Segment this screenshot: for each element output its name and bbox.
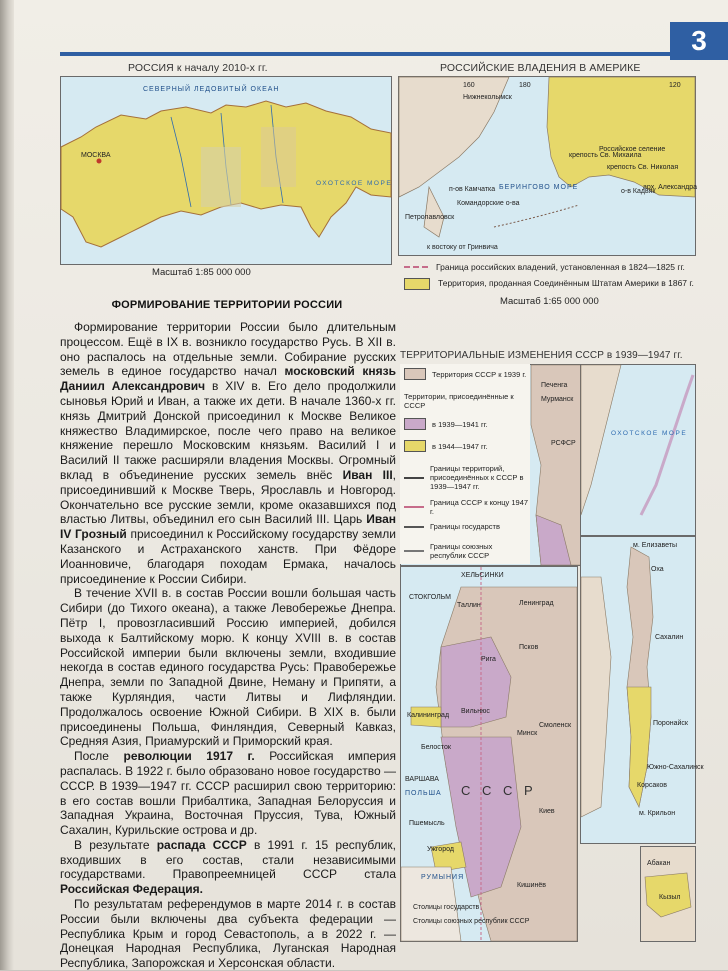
legend-label: Территории, присоединённые к СССР — [404, 392, 514, 410]
russia-map — [60, 76, 392, 265]
legend-label: в 1944—1947 гг. — [432, 441, 488, 451]
west-label-tallinn: Таллин — [457, 602, 481, 609]
america-map-scale: Масштаб 1:65 000 000 — [500, 296, 599, 307]
west-label-leningrad: Ленинград — [519, 600, 554, 607]
article-paragraph: В течение XVII в. в состав России вошли большая часть Сибири (до Тихого океана), а также Левобережье Днепра. Пётр I, провозгласивший Россию империей, добился выхода к Балтийскому морю. К концу XVIII в. в состав Российской империи были включены земли, входившие некогда в состав единого государства Русь: Правобережье Днепра, земли по Западной Двине, Неману и Припяти, а также Курляндия, части Литвы и Лифляндии. Продолжалось освоение Южной Сибири. В XIX в. были присоединены Польша, Финляндия, Северный Кавказ, Средняя Азия, Приамурский и Приморский края. — [60, 586, 396, 749]
west-label-belostok: Белосток — [421, 744, 451, 751]
legend-label: Границы союзных республик СССР — [430, 542, 493, 560]
america-map — [398, 76, 696, 256]
am-label-bering-sea: БЕРИНГОВО МОРЕ — [499, 184, 579, 191]
ussr-map-west — [400, 566, 578, 942]
america-legend-border — [404, 262, 685, 272]
ussr-legend-row — [404, 418, 488, 430]
west-label-stockholm: СТОКГОЛЬМ — [409, 594, 451, 601]
ussr-legend-row — [404, 440, 488, 452]
west-legend-capitals: Столицы государств — [413, 904, 480, 911]
sakhalin-graphic — [581, 537, 704, 843]
am-label-nizhnekolymsk: Нижнеколымск — [463, 94, 512, 101]
west-label-warsaw: ВАРШАВА — [405, 776, 439, 783]
sakhalin-label-yuzhno: Южно-Сахалинск — [647, 764, 704, 771]
page-number: 3 — [670, 22, 728, 60]
ussr-legend-row — [404, 392, 530, 410]
ussr-legend-row — [404, 522, 500, 531]
america-map-title: РОССИЙСКИЕ ВЛАДЕНИЯ В АМЕРИКЕ — [440, 62, 641, 74]
west-label-ussr: С С С Р — [461, 783, 537, 798]
russia-map-label-moscow: МОСКВА — [81, 152, 111, 159]
am-label-petropavlovsk: Петропавловск — [405, 214, 455, 221]
ussr-legend — [400, 364, 530, 564]
am-label-kodiak: о-в Кадьяк — [621, 188, 656, 195]
am-degree-160: 160 — [463, 82, 475, 89]
am-label-fort-nikolai: крепость Св. Николая — [607, 164, 679, 171]
ussr-map-sakhalin — [580, 536, 704, 844]
tuva-graphic — [641, 847, 695, 941]
west-label-uzhgorod: Ужгород — [427, 846, 454, 853]
am-label-kamchatka: п-ов Камчатка — [449, 186, 496, 193]
legend-label: Территория СССР к 1939 г. — [432, 369, 527, 379]
russia-map-label-ocean: СЕВЕРНЫЙ ЛЕДОВИТЫЙ ОКЕАН — [143, 86, 280, 93]
ussr-label-pechenga: Печенга — [541, 382, 568, 389]
west-label-romania: РУМЫНИЯ — [421, 874, 465, 881]
sakhalin-label-elizabeth: м. Елизаветы — [633, 542, 678, 549]
am-label-fort-mikhail: крепость Св. Михаила — [569, 152, 642, 159]
article-paragraph: По результатам референдумов в марте 2014 г. в состав России были включены два субъекта федерации — Республика Крым и город Севастополь, а в 2022 г. — Донецкая Народная Республика, Луганская Народная Республика, Запорожская и Херсонская области. — [60, 897, 396, 971]
tuva-label-abakan: Абакан — [647, 860, 671, 867]
am-label-russian-village: Российское селение — [599, 146, 666, 153]
am-degree-180: 180 — [519, 82, 531, 89]
west-label-minsk: Минск — [517, 730, 538, 737]
am-label-commander-isl: Командорские о-ва — [457, 200, 520, 207]
legend-sold-swatch — [404, 278, 430, 290]
article-paragraph: В результате распада СССР в 1991 г. 15 республик, входивших в его состав, стали независимыми государствами. Правопреемницей СССР стала Российская Федерация. — [60, 837, 397, 897]
west-label-kaliningrad: Калининград — [407, 712, 450, 719]
ussr-west-graphic — [401, 567, 577, 941]
west-label-chisinau: Кишинёв — [517, 882, 546, 889]
article-body — [60, 320, 396, 971]
header-rule — [60, 52, 670, 56]
article-heading: ФОРМИРОВАНИЕ ТЕРРИТОРИИ РОССИИ — [111, 299, 343, 311]
america-legend-border-label: Граница российских владений, установленная в 1824—1825 гг. — [436, 262, 685, 272]
west-legend-republic-capitals: Столицы союзных республик СССР — [413, 918, 530, 925]
sakhalin-label-sakhalin: Сахалин — [655, 634, 684, 641]
legend-label: в 1939—1941 гг. — [432, 419, 488, 429]
legend-1944-1947-swatch — [404, 440, 426, 452]
am-label-greenwich: к востоку от Гринвича — [427, 244, 498, 251]
am-label-alexander-arch: арх. Александра — [643, 184, 698, 191]
sakhalin-label-okha: Оха — [651, 566, 664, 573]
america-map-graphic — [399, 77, 698, 255]
okhotsk-graphic — [581, 365, 695, 535]
america-legend-sold — [404, 278, 694, 290]
west-label-riga: Рига — [481, 656, 496, 663]
west-label-helsinki: ХЕЛЬСИНКИ — [461, 572, 504, 579]
am-degree-120: 120 — [669, 82, 681, 89]
article-paragraph: После революции 1917 г. Российская империя распалась. В 1922 г. было образовано новое государство — СССР. В 1939—1947 гг. СССР расширил свою территорию: в его состав вошли Прибалтика, Западная Белоруссия и Западная Украина, Восточная Пруссия, Тува, Южный Сахалин, Курильские острова и др. — [60, 749, 396, 838]
page-binding-shadow — [0, 0, 14, 970]
ussr-legend-row — [404, 368, 526, 380]
legend-label: Границы территорий, присоединённых к СССР в 1939—1947 гг. — [430, 464, 524, 491]
ussr-label-rsfsr: РСФСР — [551, 440, 576, 447]
west-label-smolensk: Смоленск — [539, 722, 572, 729]
ussr-label-murmansk: Мурманск — [541, 396, 574, 403]
legend-border-line-icon — [404, 262, 428, 272]
tuva-label-kyzyl: Кызыл — [659, 894, 681, 901]
ussr-map-tuva — [640, 846, 696, 942]
ussr-legend-row — [404, 464, 528, 491]
west-label-vilnius: Вильнюс — [461, 708, 490, 715]
america-legend-sold-label: Территория, проданная Соединённым Штатам Америки в 1867 г. — [438, 278, 694, 288]
west-label-kiev: Киев — [539, 808, 555, 815]
legend-line-icon — [404, 477, 424, 479]
legend-label: Граница СССР к концу 1947 г. — [430, 498, 529, 516]
article-paragraph: Формирование территории России было длительным процессом. Ещё в IX в. возникло государство Русь. В XII в. оно распалось на отдельные земли. Собирание русских земель в единое государство начал московский князь Даниил Александрович в XIV в. Его дело продолжили сыновья Юрий и Иван, а также их дети. В начале 1360-х гг. князь Дмитрий Донской присоединил к Москве Великое княжество Владимирское, после чего право на великое княжение перешло Московским князьям. Василий I и Василий II также расширяли владения Москвы. Огромный вклад в объединение русских земель внёс Иван III, присоединивший к Москве Тверь, Ярославль и Новгород. Окончательно все русские земли, кроме оказавшихся под властью Литвы, объединил его сын Василий III. Царь Иван IV Грозный присоединил к Российскому государству земли Казанского и Астраханского ханств. При Фёдоре Иоанновиче, благодаря походам Ермака, началось присоединение к России Сибири. — [60, 320, 396, 586]
russia-map-scale: Масштаб 1:85 000 000 — [152, 267, 251, 278]
legend-label: Границы государств — [430, 522, 500, 531]
ussr-map-title: ТЕРРИТОРИАЛЬНЫЕ ИЗМЕНЕНИЯ СССР в 1939—1947 гг. — [400, 350, 683, 361]
sakhalin-label-krillon: м. Крильон — [639, 810, 676, 817]
legend-line-icon — [404, 550, 424, 552]
west-label-przemysl: Пшемысль — [409, 820, 445, 827]
west-label-pskov: Псков — [519, 644, 539, 651]
west-label-poland: ПОЛЬША — [405, 790, 442, 797]
legend-ussr-1939-swatch — [404, 368, 426, 380]
ussr-legend-row — [404, 542, 530, 560]
russia-map-graphic — [61, 77, 391, 264]
legend-1939-1941-swatch — [404, 418, 426, 430]
ussr-legend-row — [404, 498, 530, 516]
sakhalin-label-korsakov: Корсаков — [637, 782, 668, 789]
legend-line-icon — [404, 506, 424, 508]
russia-map-label-okhotsk: ОХОТСКОЕ МОРЕ — [316, 180, 393, 187]
russia-map-title: РОССИЯ к началу 2010-х гг. — [128, 62, 268, 74]
okhotsk-label: ОХОТСКОЕ МОРЕ — [611, 430, 688, 437]
legend-line-icon — [404, 526, 424, 528]
sakhalin-label-poronaysk: Поронайск — [653, 720, 688, 727]
ussr-map-okhotsk — [580, 364, 696, 536]
